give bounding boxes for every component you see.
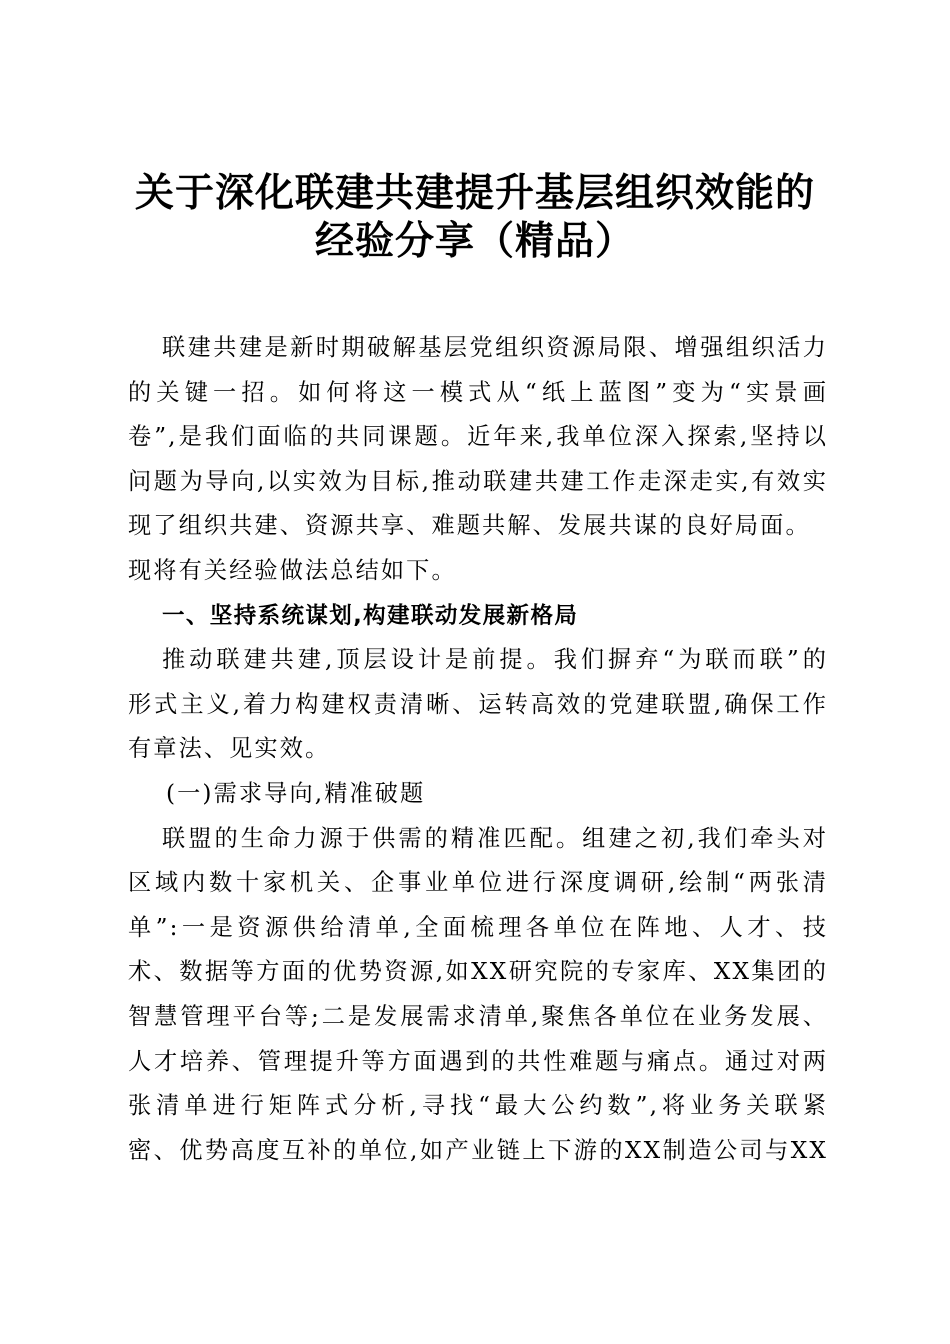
paragraph-line: 区域内数十家机关、企事业单位进行深度调研,绘制“两张清 <box>128 869 828 897</box>
document-title-line-1: 关于深化联建共建提升基层组织效能的 <box>134 171 815 216</box>
paragraph-line: 联建共建是新时期破解基层党组织资源局限、增强组织活力 <box>162 334 828 361</box>
paragraph-line: 形式主义,着力构建权责清晰、运转高效的党建联盟,确保工作 <box>128 690 828 718</box>
section-heading-1: 一、坚持系统谋划,构建联动发展新格局 <box>162 602 579 629</box>
paragraph-line: 张清单进行矩阵式分析,寻找“最大公约数”,将业务关联紧 <box>128 1092 828 1120</box>
paragraph-line: 卷”,是我们面临的共同课题。近年来,我单位深入探索,坚持以 <box>128 423 828 451</box>
paragraph-line: 现了组织共建、资源共享、难题共解、发展共谋的良好局面。 <box>128 512 811 540</box>
document-body <box>128 326 828 1173</box>
paragraph-line: 智慧管理平台等;二是发展需求清单,聚焦各单位在业务发展、 <box>128 1002 828 1030</box>
paragraph-line: 密、优势高度互补的单位,如产业链上下游的XX制造公司与XX <box>128 1136 828 1164</box>
paragraph-line: 术、数据等方面的优势资源,如XX研究院的专家库、XX集团的 <box>128 958 828 986</box>
subsection-heading-1: (一)需求导向,精准破题 <box>166 779 426 807</box>
paragraph-line: 人才培养、管理提升等方面遇到的共性难题与痛点。通过对两 <box>128 1047 828 1075</box>
paragraph-line: 单”:一是资源供给清单,全面梳理各单位在阵地、人才、技 <box>128 913 828 941</box>
paragraph-line: 联盟的生命力源于供需的精准匹配。组建之初,我们牵头对 <box>162 824 828 852</box>
paragraph-line: 有章法、见实效。 <box>128 735 331 763</box>
paragraph-line: 的关键一招。如何将这一模式从“纸上蓝图”变为“实景画 <box>128 378 828 406</box>
paragraph-line: 问题为导向,以实效为目标,推动联建共建工作走深走实,有效实 <box>128 467 828 495</box>
paragraph-line: 现将有关经验做法总结如下。 <box>128 556 457 584</box>
document-title-line-2: 经验分享（精品） <box>314 219 635 264</box>
paragraph-line: 推动联建共建,顶层设计是前提。我们摒弃“为联而联”的 <box>162 646 828 674</box>
